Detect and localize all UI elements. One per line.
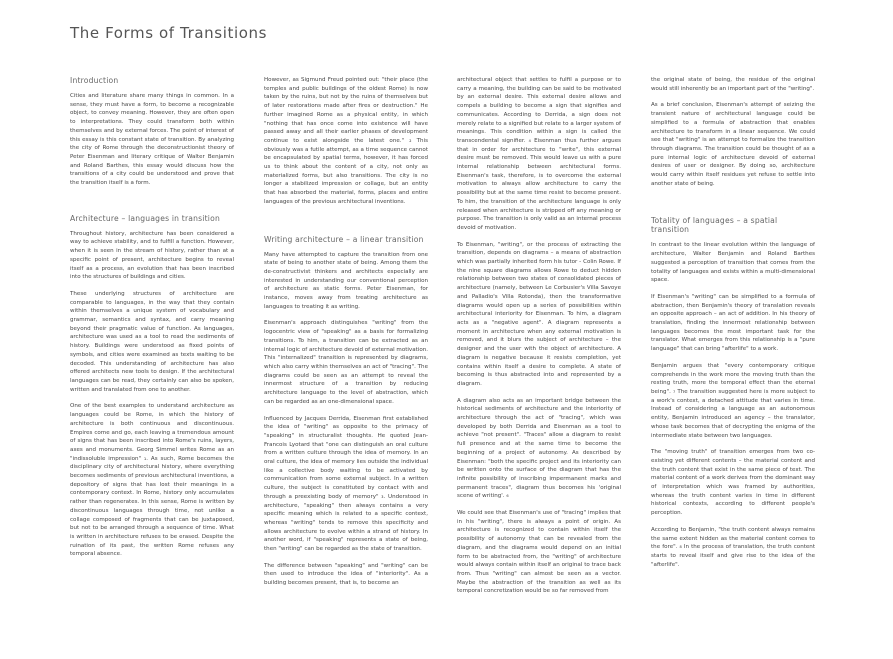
paragraph: The difference between "speaking" and "writing" can be then used to introduce the idea of "interiority". As a building becomes present, that is, to become an [264,562,428,587]
paragraph: Eisenman's approach distinguishes "writing" from the logocentric view of "speaking" as a basis for formalizing transitions. To him, a transition can be extracted as an internal logic of architecture devoid of external motivation. This "internalized" transition is represented by diagrams, which also carry within themselves an act of "tracing". The diagrams could be seen as an attempt to reveal the innermost structure of a transition by reducing architecture language to the level of abstraction, which can be regarded as an one-dimensional space. [264,320,429,405]
heading-writing-architecture: Writing architecture – a linear transition [264,234,424,244]
paragraph: In contrast to the linear evolution within the language of architecture, Walter Benjamin and Roland Barthes suggested a perception of transition that comes from the totality of languages and exists within a multi-dimensional space. [651,242,815,284]
paragraph: To Eisenman, "writing", or the process of extracting the transition, depends on diagrams – a means of abstraction which was partially inherited form his tutor - Colin Rowe. If the nine square diagrams allows Rowe to deduct hidden relationship between two states of consolidated pieces of architecture (namely, between Le Corbusier's Villa Savoye and Palladio's Villa Rotonda), then the transformative diagrams would open up a series of possibilities within architectural interiority for Eisenman. To him, a diagram acts as a "negative agent". A diagram represents a moment in architecture when any external motivation is removed, and it blurs the subject of architecture – the designer and the user with the object of architecture. A diagram is negative because it resists completion, yet contains within itself a desire to complete. A state of becoming is thus abstracted into and represented by a diagram. [457,241,621,387]
paragraph: Influenced by Jacques Derrida, Eisenman first established the idea of "writing" as opposite to the primacy of "speaking" in structuralist thoughts. He quoted Jean-Francois Lyotard that "one can distinguish an oral culture from a written culture through the idea of memory. In an oral culture, the idea of memory lies outside the individual like a collective body waiting to be activated by communication from some external subject. In a written culture, the subject is constituted by contact with and through a preexisting body of memory" ₃. Understood in architecture, "speaking" then always contains a very specific meaning which is related to a specific context, whereas "writing" tends to remove this specificity and allows architecture to evolve within a strand of history. In another word, if "speaking" represents a state of being, then "writing" can be regarded as the state of transition. [264,415,428,553]
paragraph: Many have attempted to capture the transition from one state of being to another state of being. Among them the de-constructivist thinkers and architects especially are interested in understanding our conventional perception of architecture as static forms. Peter Eisenman, for instance, moves away from treating architecture as languages to treating it as writing. [264,251,428,310]
paragraph: These underlying structures of architecture are comparable to languages, in the way that they contain within themselves a unique system of vocabulary and grammar, semantics and syntax, and carry meaning beyond their pragmatic value of function. As languages, architecture was used as a tool to read the sediments of history. Buildings were understood as fixed points of symbols, and cities were examined as texts waiting to be decoded. This understanding of architecture has also offered architects new tools to design. If the architectural languages can be read, they certainly can also be spoken, written and translated from one to another. [70,290,234,393]
column-2 [264,76,428,596]
paragraph: Throughout history, architecture has been considered a way to achieve stability, and to fulfill a function. However, when it is seen in the stream of history, rather than at a specific point of present, architecture begins to reveal itself as a process, an evolution that has been inscribed into the structures of buildings and cities. [70,230,234,281]
paragraph: Benjamin argues that "every contemporary critique comprehends in the work more the moving truth than the resting truth, more the temporal effect than the eternal being". ₇ The transition suggested here is more subject to a work's context, a detached attitude that varies in time. Instead of considering a language as an autonomous entity, Benjamin introduced an agency – the translator, whose task becomes that of decrypting the enigma of the intermediate state between two languages. [651,362,815,439]
paragraph: Cities and literature share many things in common. In a sense, they must have a form, to become a recognizable object, to convey meaning. However, they are often open to interpretations. They could transform both within themselves and by external forces. The point of interest of this essay is this constant state of transition. By analyzing the city of Rome through the deconstructionist theory of Peter Eisenman and literary critique of Walter Benjamin and Roland Barthes, this essay would discuss how the transitions of a city could be understood and prove that the transition itself is a form. [70,93,234,187]
paragraph: However, as Sigmund Freud pointed out: "their place (the temples and public buildings of the oldest Rome) is now taken by the ruins, but not by the ruins of themselves but of later restorations made after fires or destruction." He further imagined Rome as a physical entity, in which "nothing that has once come into existence will have passed away and all their earlier phases of development continue to exist alongside the latest one." ₂ This obviously was a futile attempt, as a time sequence cannot be encapsulated by spatial terms, however, it has forced us to think about the content of a city, not only as materialized forms, but also transitions. The city is no longer a stabilized impression or collage, but an entity that has absorbed the material, forms, places and entire languages of the previous architectural inventions. [264,77,428,205]
paragraph: According to Benjamin, "the truth content always remains the same extent hidden as the material content comes to the fore". ₈ In the process of translation, the truth content starts to reveal itself and give rise to the idea of the "afterlife". [651,526,815,568]
heading-architecture: Architecture – languages in transition [70,213,220,223]
column-4 [651,76,815,577]
paragraph: If Eisenman's "writing" can be simplified to a formula of abstraction, then Benjamin's theory of translation reveals an opposite approach – an act of addition. In his theory of translation, finding the innermost relationship between languages becomes the most important task for the translator. What emerges from this relationship is a "pure language" that can bring "afterlife" to a work. [651,293,815,353]
paragraph: One of the best examples to understand architecture as languages could be Rome, in which the history of architecture is both continuous and discontinuous. Empires come and go, each leaving a tremendous amount of signs that has been inscribed into Rome's ruins, layers, axes and monuments. Georg Simmel writes Rome as an "indissoluble impression" ₁. As such, Rome becomes the disciplinary city of architectural history, where everything becomes sediments of previous architectural inventions, a depository of signs that has lost their meanings in a contemporary context. In Rome, history only accumulates rather than regenerates. In this sense, Rome is written by discontinuous languages through time, not unlike a collage composed of fragments that can be juxtaposed, but not to be arranged through a sequence of time. What is written in architecture refuses to be erased. Despite the ruination of its past, the written Rome refuses any temporal absence. [70,403,234,558]
page-title: The Forms of Transitions [70,24,268,42]
paragraph: As a brief conclusion, Eisenman's attempt of seizing the transient nature of architectural language could be simplified to a formula of abstraction that enables architecture to transform in a linear sequence. We could see that "writing" is an attempt to formalize the transition through diagrams. The transition could be thought of as a pure internal logic of architecture devoid of external desires of user or designer. By doing so, architecture would carry within itself residues yet refuse to settle into another state of being. [651,102,815,187]
column-1 [70,76,234,567]
paragraph: The "moving truth" of transition emerges from two co-existing yet different contents – the material content and the truth content that exist in the same piece of text. The material content of a work derives from the dominant way of interpretation which was framed by authorities, whereas the truth content varies in time in different historical contexts, according to different people's perception. [651,449,815,517]
paragraph: architectural object that settles to fulfil a purpose or to carry a meaning, the building can be said to be motivated by an external desire. This external desire allows and compels a building to become a sign that signifies and communicates. According to Derrida, a sign does not merely relate to a signified but relate to a larger system of meanings. This condition within a sign is called the transcendental signifier. ₄ Eisenman thus further argues that in order for architecture to "write", this external desire must be removed. This would leave us with a pure internal relationship between architectural forms. Eisenman's task, therefore, is to overcome the external motivation to always allow architecture to carry the possibility but at the same time resist to become present. To him, the transition of the architecture language is only released when architecture is stripped off any meaning or purpose. The transition is only valid as an internal process devoid of motivation. [457,77,621,231]
column-3 [457,76,621,604]
heading-introduction: Introduction [70,76,119,85]
paragraph: We could see that Eisenman's use of "tracing" implies that in his "writing", there is always a point of origin. As architecture is recognized to contain within itself the possibility of autonomy that can be revealed from the diagram, and the diagrams would depend on an initial form to be abstracted from, the "writing" of architecture would always contain within itself an original to trace back from. Thus "writing" can almost be seen as a vector. Maybe the abstraction of the transition as well as its temporal concretization would be so far removed from [457,510,621,595]
paragraph: the original state of being, the residue of the original would still inherently be an important part of the "writing". [651,77,815,92]
heading-totality-of-languages: Totality of languages – a spatial transition [651,216,778,235]
paragraph: A diagram also acts as an important bridge between the historical sediments of architecture and the interiority of architecture through the act of "tracing", which was developed by both Derrida and Eisenman as a tool to achieve "not present". "Traces" allow a diagram to resist full presence and at the same time to become the beginning of a project of autonomy. As described by Eisenman: "both the specific project and its interiority can be written onto the surface of the diagram that has the infinite possibility of inscribing impermanent marks and permanent traces", diagram thus becomes his 'original scene of writing'. ₆ [457,397,621,500]
